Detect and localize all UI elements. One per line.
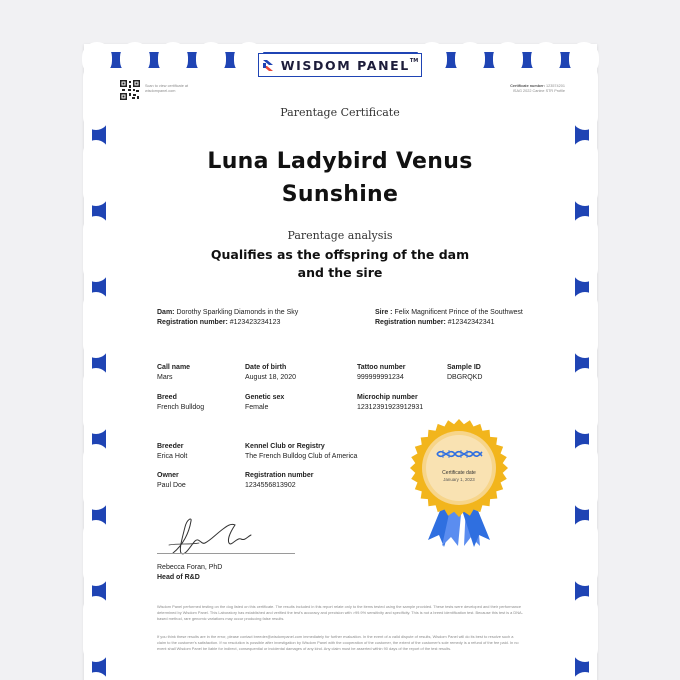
dog-name-line-1: Luna Ladybird Venus [207,149,473,174]
tattoo-number-value: 999999991234 [357,373,404,381]
call-name-field [157,363,190,382]
owner-value: Paul Doe [157,481,186,489]
kennel-club-value: The French Bulldog Club of America [245,452,358,460]
registration-number-field [245,471,313,490]
certificate-seal [406,418,512,550]
dam-registration-number: #123423234123 [229,318,281,326]
seal-label: Certificate date [442,470,476,476]
sire-registration-label: Registration number: [375,318,446,326]
kennel-club-label: Kennel Club or Registry [245,443,325,450]
breed-field [157,393,204,412]
date-of-birth-label: Date of birth [245,364,287,371]
breed-value: French Bulldog [157,403,205,411]
date-of-birth-field [245,363,296,382]
dog-name [100,145,580,211]
analysis-label: Parentage analysis [287,229,393,242]
trademark-mark: TM [409,57,419,64]
sire-name: Felix Magnificent Prince of the Southwest [394,309,523,316]
legal-paragraph-2: If you think these results are in the error, please contact breeder@wisdompanel.com immediately for further evaluation. In the event of a valid dispute of results, Wisdom Panel will do its best to resolve such a claim to the customer's satisfaction. If no resolution is possible after investigation by Wisdom Panel with the cooperation of the customer, the extent of the customer's sole remedy is a refund of the fee paid. In no event shall Wisdom Panel be liable for indirect, consequential or incidental damages of any kind. Any claim must be asserted within 90 days of the report of the test results. [157,634,519,652]
seal-date: January 1, 2023 [443,477,475,482]
sire-label: Sire : [375,309,393,316]
brand-name: WISDOM PANEL™ [280,57,419,73]
legal-paragraph-1: Wisdom Panel performed testing on the dog listed on this certificate. The results included in this report relate only to the items tested using the sample provided. These tests were developed and their performance determined by Wisdom Panel. This Laboratory has established and verified the test's accuracy and precision with >99.9% sensitivity and specificity. This is not a breed identification test. Because this test is a DNA-based method, rare genomic variations may occur producing false results. [157,604,523,622]
signer-name: Rebecca Foran, PhD [157,564,223,571]
registration-number-value: 1234556813902 [245,481,296,489]
wisdom-panel-logo-icon [262,59,274,72]
signer-title: Head of R&D [157,573,200,581]
certificate-type: Parentage Certificate [280,106,400,119]
call-name-label: Call name [157,364,191,371]
dam-name: Dorothy Sparkling Diamonds in the Sky [176,309,299,316]
dog-name-line-2: Sunshine [281,182,399,207]
certificate-number-block [490,84,565,94]
owner-label: Owner [157,472,179,479]
microchip-number-label: Microchip number [357,394,418,401]
genetic-sex-label: Genetic sex [245,394,285,401]
breed-label: Breed [157,394,177,401]
owner-field [157,471,186,490]
sample-id-value: DBGRQKD [447,373,483,381]
tattoo-number-field [357,363,405,382]
certificate-number-label: Certificate number: [510,84,545,88]
microchip-number-value: 12312391923912931 [357,403,424,411]
sire-registration-number: #12342342341 [447,318,495,326]
dam-registration-label: Registration number: [157,318,228,326]
kennel-club-field [245,442,357,461]
breeder-label: Breeder [157,443,184,450]
breeder-value: Erica Holt [157,452,188,460]
signer-block [157,563,222,582]
genetic-sex-field [245,393,284,412]
sample-id-field [447,363,482,382]
registration-number-label: Registration number [245,472,314,479]
tattoo-number-label: Tattoo number [357,364,406,371]
signature-line [157,553,295,554]
certificate-number: 123574201 [545,84,565,88]
sire-info [375,308,575,327]
qr-code-icon [120,80,140,100]
dam-info [157,308,367,327]
call-name-value: Mars [157,373,173,381]
dam-label: Dam: [157,309,175,316]
result-line-1: Qualifies as the offspring of the dam [210,247,470,262]
seal-medallion [410,419,508,517]
date-of-birth-value: August 18, 2020 [245,373,296,381]
sample-id-label: Sample ID [447,364,481,371]
brand-logo [258,53,422,77]
analysis-result [100,246,580,282]
microchip-number-field [357,393,423,412]
breeder-field [157,442,187,461]
result-line-2: and the sire [297,265,383,280]
qr-caption: Scan to view certificate at wisdompanel.com [145,84,189,93]
genetic-sex-value: Female [245,403,269,411]
lab-profile-line: ISAG 2022 Canine STR Profile [512,89,565,93]
